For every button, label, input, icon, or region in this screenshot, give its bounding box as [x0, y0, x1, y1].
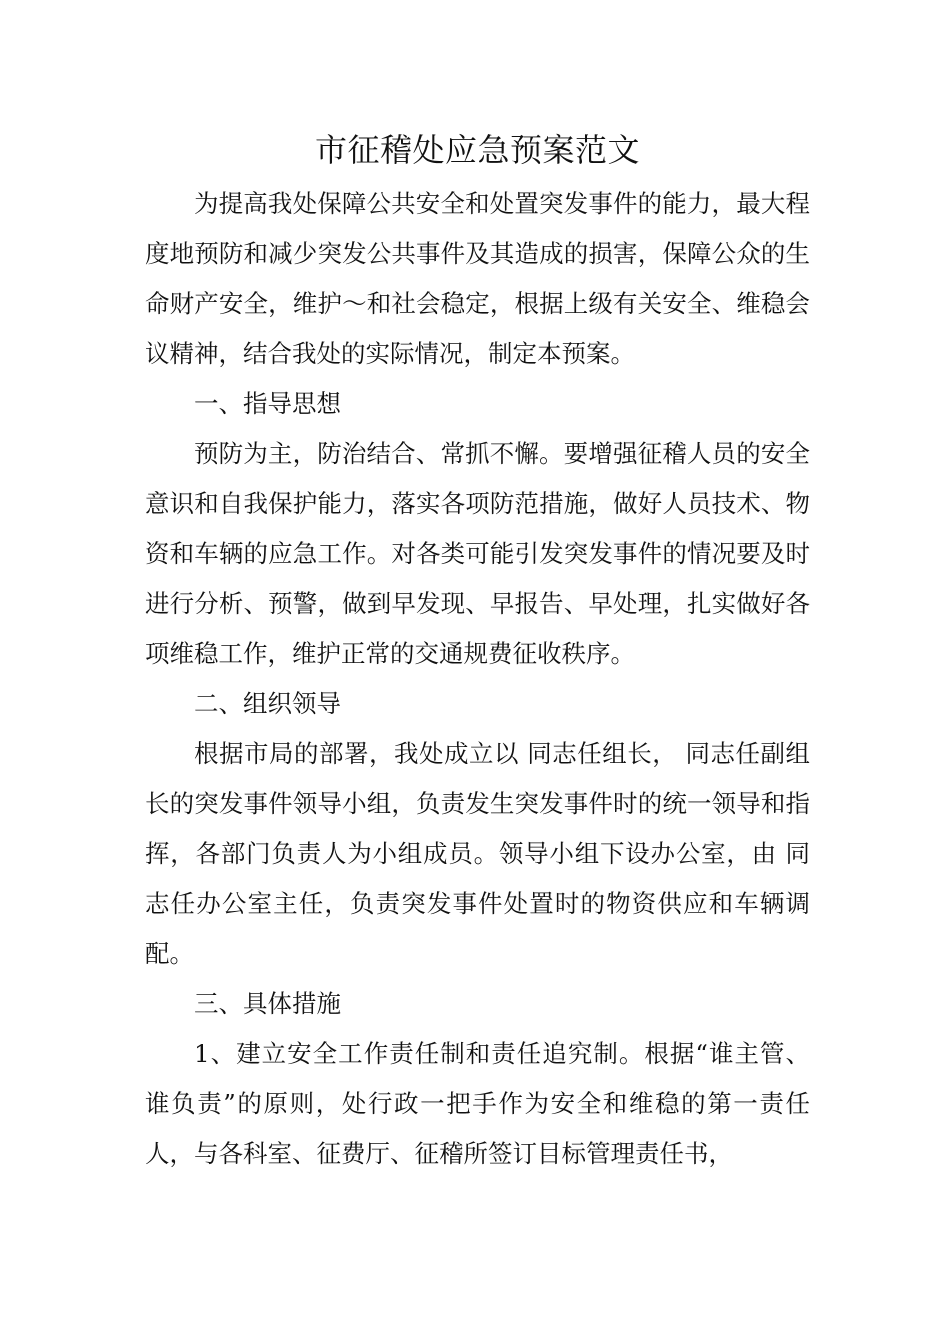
section-heading-specific-measures: 三、具体措施: [194, 989, 341, 1018]
section-heading-organization-leadership: 二、组织领导: [194, 689, 341, 718]
intro-paragraph: 为提高我处保障公共安全和处置突发事件的能力，最大程度地预防和减少突发公共事件及其造成的损害，保障公众的生命财产安全，维护～和社会稳定，根据上级有关安全、维稳会议精神，结合我处的实际情况，制定本预案。: [145, 189, 810, 368]
specific-measures-paragraph: 1、建立安全工作责任制和责任追究制。根据“谁主管、谁负责”的原则，处行政一把手作为安全和维稳的第一责任人，与各科室、征费厅、征稽所签订目标管理责任书，: [145, 1039, 810, 1168]
document-title: 市征稽处应急预案范文: [314, 131, 640, 169]
organization-leadership-paragraph: 根据市局的部署，我处成立以 同志任组长， 同志任副组长的突发事件领导小组，负责发生突发事件时的统一领导和指挥，各部门负责人为小组成员。领导小组下设办公室，由 同志任办公室主任，负责突发事件处置时的物资供应和车辆调配。: [145, 739, 810, 968]
section-heading-guiding-ideology: 一、指导思想: [194, 389, 341, 418]
guiding-ideology-paragraph: 预防为主，防治结合、常抓不懈。要增强征稽人员的安全意识和自我保护能力，落实各项防范措施，做好人员技术、物资和车辆的应急工作。对各类可能引发突发事件的情况要及时进行分析、预警，做到早发现、早报告、早处理，扎实做好各项维稳工作，维护正常的交通规费征收秩序。: [145, 439, 810, 668]
